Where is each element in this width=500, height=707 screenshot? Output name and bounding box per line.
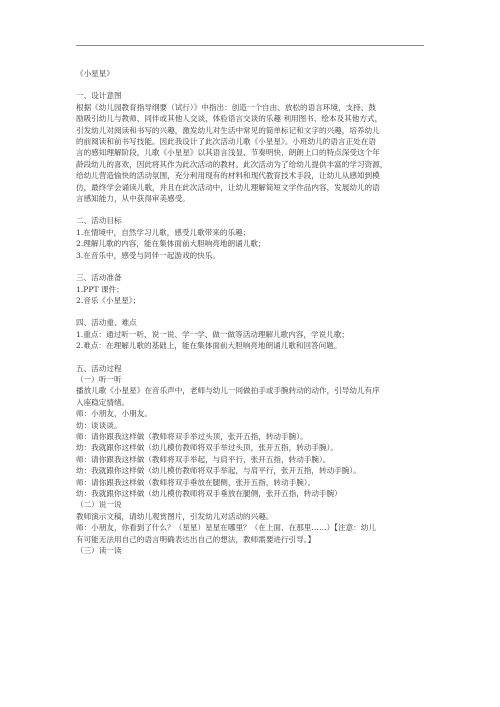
section-process [76,363,426,557]
dialogue-line: 幼：谈谈谈。 [76,420,122,430]
paragraph-line: 引发幼儿对阅读和书写的兴趣，激发幼儿对生活中常见的简单标记和文字的兴趣，培养幼儿 [76,125,380,135]
paragraph-line: 的前阅读和前书写技能。因此我设计了此次活动儿歌《小星星》。小班幼儿的语言正处在语 [76,137,376,147]
paragraph-line: 有可能无法用自己的语言明确表达出自己的想法，教师需要进行引导。】 [76,534,316,544]
document-body [76,68,426,556]
section-heading: 五、活动过程 [76,363,122,373]
top-rule [76,45,424,46]
dialogue-line: 师：请你跟我这样做（教师将双手垂放在腿侧，张开五指，转动手腕）。 [76,477,316,487]
paragraph-line: 言感知能力，从中获得审美感受。 [76,194,190,204]
subheading: （二）说一说 [76,500,122,510]
paragraph-line: 言的感知理解阶段，儿歌《小星星》以其语言浅显、节奏明快、朗朗上口的特点深受这个年 [76,148,380,158]
paragraph-line: 龄段幼儿的喜欢，因此将其作为此次活动的教材。此次活动为了给幼儿提供丰富的学习资源， [76,159,388,169]
dialogue-line: 幼：我就跟你这样做（幼儿模仿教师将双手举起，与肩平行，张开五指，转动手腕）。 [76,466,361,476]
paragraph-line: 教师演示文稿，请幼儿观赏图片，引发幼儿对活动的兴趣。 [76,511,274,521]
list-item: 1.PPT 课件； [76,284,124,294]
dialogue-line: 师：小朋友，你看到了什么？（星星）星星在哪里？（在上面、在那里……）【注意：幼儿 [76,523,376,533]
section-heading: 二、活动目标 [76,216,122,226]
list-item: 2.难点：在理解儿歌的基础上，能在集体面前大胆响亮地朗诵儿歌和回答问题。 [76,341,342,351]
section-goals [76,215,426,261]
dialogue-line: 师：小朋友，小朋友。 [76,409,152,419]
section-heading: 一、设计意图 [76,91,122,101]
dialogue-line: 师：请你跟我这样做（教师将双手举过头顶，张开五指，转动手腕）。 [76,431,308,441]
paragraph-line: 励吸引幼儿与教师、同伴或其他人交谈，体验语言交谈的乐趣 利用图书、绘本及其他方式， [76,114,383,124]
list-item: 1.重点：通过听一听、说一说、学一学、做一做等活动理解儿歌内容，学说儿歌； [76,329,350,339]
paragraph-line: 播放儿歌《小星星》在音乐声中，老师与幼儿一同做拍手或手腕转动的动作，引导幼儿有序 [76,386,380,396]
dialogue-line: 师：请你跟我这样做（教师将双手举起，与肩平行，张开五指，转动手腕）。 [76,454,331,464]
subheading: （一）听一听 [76,374,122,384]
section-key-points [76,317,426,351]
paragraph-line: 给幼儿营造愉快的活动氛围，充分利用现有的材料和现代教育技术手段，让幼儿从感知到模 [76,171,380,181]
paragraph-line: 根据《幼儿园教育指导纲要（试行）》中指出：创造一个自由、放松的语言环境，支持、鼓 [76,102,376,112]
section-heading: 四、活动重、难点 [76,318,137,328]
dialogue-line: 幼：我就跟你这样做（幼儿模仿教师将双手举过头顶，张开五指，转动手腕）。 [76,443,338,453]
subheading: （三）读一读 [76,546,122,556]
section-preparation [76,272,426,306]
paragraph-line: 入座稳定情绪。 [76,397,130,407]
dialogue-line: 幼：我就跟你这样做（幼儿模仿教师将双手垂放在腿侧，张开五指，转动手腕） [76,489,342,498]
list-item: 1.在情境中，自然学习儿歌，感受儿歌带来的乐趣； [76,227,251,237]
section-heading: 三、活动准备 [76,273,122,283]
list-item: 2.音乐《小星星》； [76,295,141,305]
document-title: 《小星星》 [76,69,114,78]
paragraph-line: 仿，最终学会诵读儿歌，并且在此次活动中，让幼儿理解简短文学作品内容，发展幼儿的语 [76,182,380,192]
section-design-intent [76,90,426,204]
list-item: 3.在音乐中，感受与同伴一起游戏的快乐。 [76,250,220,260]
list-item: 2.理解儿歌的内容，能在集体面前大胆响亮地朗诵儿歌； [76,239,266,249]
